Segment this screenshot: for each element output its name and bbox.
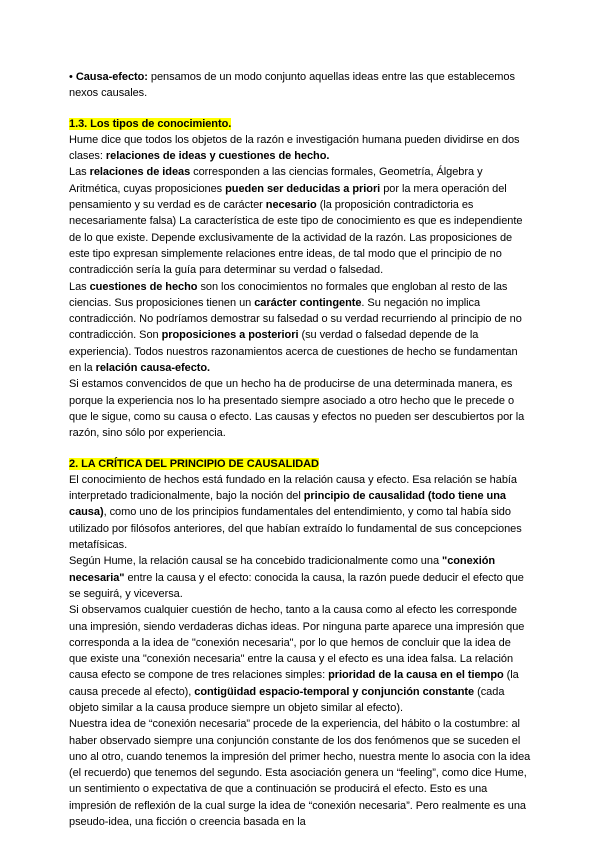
text-run: . Su negación no implica contradicción. No podríamos demostrar su falsedad o su verdad recurriendo al principio de no contradicción. Son [69,296,522,342]
text-run: El conocimiento de hechos está fundado en la relación causa y efecto. Esa relación se había interpretado tradicionalmente, bajo la noción del [69,473,517,503]
text-run: Según Hume, la relación causal se ha concebido tradicionalmente como una [69,555,443,568]
text-run: , como uno de los principios fundamentales del entendimiento, y como tal había sido utilizado por filósofos anteriores, del que habían extraído lo fundamental de sus concepciones metafísicas. [69,506,522,552]
section-2-heading-line [69,456,531,472]
bold-term: pueden ser deducidas a priori [225,182,381,195]
text-run: (la causa precede al efecto), [69,669,519,698]
text-run: pensamos de un modo conjunto aquellas ideas entre las que establecemos nexos causales. [69,71,515,100]
text-run: Hume dice que todos los objetos de la razón e investigación humana pueden dividirse en dos clases: [69,133,520,163]
section-2-heading: 2. LA CRÍTICA DEL PRINCIPIO DE CAUSALIDAD [69,457,319,470]
text-run: son los conocimientos no formales que engloban al resto de las ciencias. Sus proposiciones tienen un [69,280,508,309]
s1-paragraph-3 [69,279,531,377]
document-body [69,69,531,830]
bold-term: Causa-efecto: [75,71,148,83]
text-run: Las [69,166,90,179]
bold-term: contigüidad espacio-temporal y conjunción constante [194,685,475,698]
section-1-heading-line [69,116,531,132]
bold-term: relaciones de ideas [89,166,191,179]
text-run: por la mera operación del pensamiento y su verdad es de carácter [69,182,507,212]
bold-term: "conexión necesaria" [69,555,496,584]
s1-paragraph-2 [69,164,531,278]
text-run: entre la causa y el efecto: conocida la causa, la razón puede deducir el efecto que se seguirá, y viceversa. [69,571,524,600]
bold-term: prioridad de la causa en el tiempo [328,669,504,682]
section-1-heading: 1.3. Los tipos de conocimiento. [69,117,232,130]
bold-term: necesario [265,199,317,212]
s2-paragraph-3 [69,602,531,716]
bold-term: cuestiones de hecho [89,280,198,293]
s2-paragraph-4 [69,716,531,830]
intro-bullet: • [69,71,76,83]
text-run: (su verdad o falsedad depende de la experiencia). Todos nuestros razonamientos acerca de cuestiones de hecho se fundamentan en la [69,329,518,375]
text-run: corresponden a las ciencias formales, Geometría, Álgebra y Aritmética, cuyas proposiciones [69,166,483,195]
bold-term: relaciones de ideas y cuestiones de hecho. [105,150,330,163]
intro-paragraph [69,69,531,102]
bold-term: proposiciones a posteriori [161,329,299,342]
text-run: Nuestra idea de “conexión necesaria” procede de la experiencia, del hábito o la costumbre: al haber observado siempre una conjunción constante de los dos fenómenos que se suceden el uno al otro, cuando tenemos la impresión del primer hecho, nuestra mente lo asocia con la idea (el recuerdo) que tenemos del segundo. Esta asociación genera un “feeling”, como dice Hume, un sentimiento o expectativa de que a continuación se producirá el efecto. Esto es una impresión de reflexión de la cual surge la idea de “conexión necesaria”. Pero realmente es una pseudo-idea, una ficción o creencia basada en la [69,718,531,829]
bold-term: carácter contingente [254,296,362,309]
text-run: Las [69,280,90,293]
bold-term: principio de causalidad (todo tiene una causa) [69,490,506,519]
text-run: (la proposición contradictoria es necesariamente falsa) La característica de este tipo de conocimiento es que es independiente de lo que existe. Depende exclusivamente de la actividad de la razón. Las proposiciones de este tipo expresan simplemente relaciones entre ideas, de tal modo que el principio de no contradicción sería la guía para determinar su verdad o falsedad. [69,199,523,277]
s2-paragraph-2 [69,553,531,602]
s2-paragraph-1 [69,472,531,553]
text-run: Si estamos convencidos de que un hecho ha de producirse de una determinada manera, es porque la experiencia nos lo ha presentado siempre asociado a otro hecho que le precede o que le sigue, como su causa o efecto. Las causas y efectos no pueden ser descubiertos por la razón, sino sólo por experiencia. [69,378,525,440]
s1-paragraph-1 [69,132,531,165]
text-run: (cada objeto similar a la causa produce siempre un objeto similar al efecto). [69,685,505,714]
s1-paragraph-4 [69,376,531,441]
bold-term: relación causa-efecto. [95,362,211,375]
text-run: Si observamos cualquier cuestión de hecho, tanto a la causa como al efecto les corresponde una impresión, siendo verdaderas dichas ideas. Por ninguna parte aparece una impresión que corresponda a la idea de "conexión necesaria", por lo que hemos de concluir que la idea de que existe una "conexión necesaria" entre la causa y el efecto es una idea falsa. La relación causa efecto se compone de tres relaciones simples: [69,604,525,682]
